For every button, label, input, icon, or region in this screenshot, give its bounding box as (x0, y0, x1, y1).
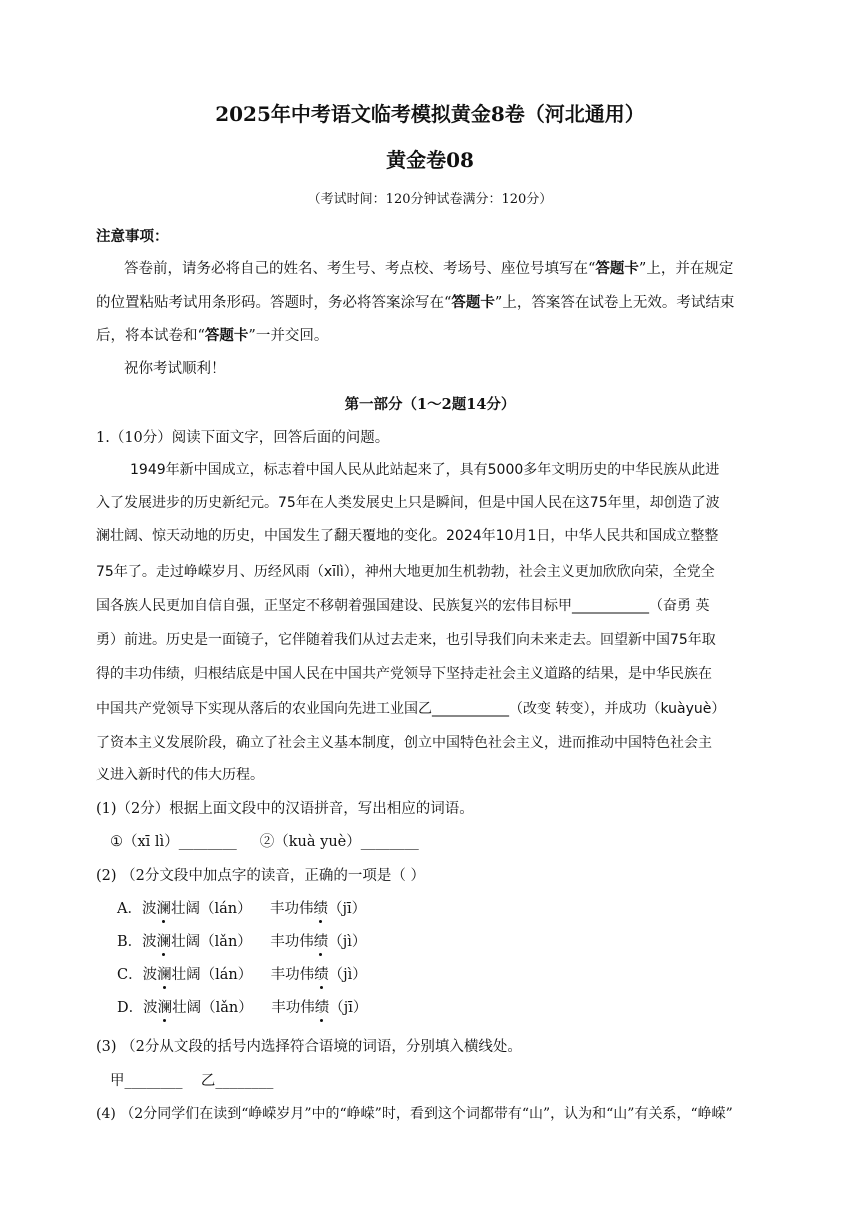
option-text: 壮阔（lán） 丰功伟 (171, 967, 315, 983)
dotted-character: 绩 (314, 1000, 330, 1016)
passage-line: 国各族人民更加自信自强，正坚定不移朝着强国建设、民族复兴的宏伟目标甲___________（奋勇 英 (96, 598, 710, 614)
exam-info: （考试时间：120分钟试卷满分：120分） (307, 192, 553, 207)
answer-card-term: 答题卡 (595, 260, 639, 277)
option-text: 壮阔（lǎn） 丰功伟 (171, 934, 314, 950)
passage-line: 勇）前进。历史是一面镜子，它伴随着我们从过去走来，也引导我们向未来走去。回望新中国75年取 (96, 632, 716, 648)
passage-line: 义进入新时代的伟大历程。 (96, 767, 264, 783)
answer-card-term: 答题卡 (451, 294, 495, 311)
subquestion-1-blanks: ①（xī lì）________ ②（kuà yuè）________ (110, 834, 419, 850)
subquestion-3-stem: (3) （2分从文段的括号内选择符合语境的词语，分别填入横线处。 (96, 1039, 522, 1055)
answer-card-term: 答题卡 (204, 327, 249, 344)
notes-text: ”上，答案答在试卷上无效。考试结束 (494, 295, 735, 311)
option-c (117, 966, 367, 984)
question-1-stem: 1.（10分）阅读下面文字，回答后面的问题。 (96, 430, 390, 446)
passage-line: 入了发展进步的历史新纪元。75年在人类发展史上只是瞬间，但是中国人民在这75年里，却创造了波 (96, 495, 720, 511)
option-text: （jì） (328, 967, 367, 983)
option-text: 壮阔（lǎn） 丰功伟 (172, 1000, 315, 1016)
section-title: 第一部分（1～2题14分） (344, 396, 516, 413)
subquestion-1-stem: (1)（2分）根据上面文段中的汉语拼音，写出相应的词语。 (96, 801, 474, 817)
subquestion-4-stem: (4) （2分同学们在读到“峥嵘岁月”中的“峥嵘”时，看到这个词都带有“山”，认为和“山”有关系，“峥嵘” (96, 1106, 733, 1122)
dotted-character: 绩 (313, 901, 329, 917)
subquestion-2-stem: (2) （2分文段中加点字的读音，正确的一项是（ ） (96, 868, 425, 884)
exam-title: 2025年中考语文临考模拟黄金8卷（河北通用） (215, 102, 645, 126)
dotted-character: 绩 (313, 934, 329, 950)
option-b (117, 933, 366, 951)
notes-paragraph-line-2 (96, 294, 734, 312)
option-text: A．波 (117, 901, 157, 917)
dotted-character: 澜 (157, 1000, 173, 1016)
passage-line: 75年了。走过峥嵘岁月、历经风雨（xīlì），神州大地更加生机勃勃，社会主义更加欣欣向荣，全党全 (96, 564, 715, 580)
option-text: （jì） (328, 934, 367, 950)
option-text: D．波 (117, 1000, 158, 1016)
dotted-character: 澜 (156, 901, 171, 917)
notes-text: 后，将本试卷和“ (96, 328, 205, 344)
passage-line: 了资本主义发展阶段，确立了社会主义基本制度，创立中国特色社会主义，进而推动中国特色社会主 (96, 735, 712, 751)
option-text: B．波 (117, 934, 157, 950)
subquestion-3-blanks: 甲________ 乙________ (110, 1073, 274, 1089)
option-text: （jī） (328, 901, 367, 917)
notes-paragraph-line-3 (96, 327, 328, 345)
notes-text: ”上，并在规定 (638, 261, 734, 277)
option-a (117, 900, 366, 918)
notes-text: 答卷前，请务必将自己的姓名、考生号、考点校、考场号、座位号填写在“ (124, 261, 596, 277)
notes-paragraph-line-1 (124, 260, 733, 278)
passage-line: 1949年新中国成立，标志着中国人民从此站起来了，具有5000多年文明历史的中华民族从此进 (130, 462, 720, 478)
passage-line: 得的丰功伟绩，归根结底是中国人民在中国共产党领导下坚持走社会主义道路的结果，是中华民族在 (96, 666, 712, 682)
dotted-character: 绩 (314, 967, 329, 983)
paper-subtitle: 黄金卷08 (386, 148, 474, 172)
option-d (117, 999, 367, 1017)
good-luck-text: 祝你考试顺利！ (124, 361, 226, 377)
dotted-character: 澜 (157, 967, 172, 983)
notes-text: ”一并交回。 (248, 328, 329, 344)
option-text: C．波 (117, 967, 158, 983)
notes-text: 的位置粘贴考试用条形码。答题时，务必将答案涂写在“ (96, 295, 452, 311)
option-text: 壮阔（lán） 丰功伟 (170, 901, 314, 917)
passage-line: 中国共产党领导下实现从落后的农业国向先进工业国乙___________（改变 转变），并成功（kuàyuè） (96, 701, 726, 717)
notes-heading: 注意事项： (96, 228, 169, 245)
dotted-character: 澜 (156, 934, 172, 950)
passage-line: 澜壮阔、惊天动地的历史，中国发生了翻天覆地的变化。2024年10月1日，中华人民共和国成立整整 (96, 528, 719, 544)
option-text: （jī） (329, 1000, 368, 1016)
